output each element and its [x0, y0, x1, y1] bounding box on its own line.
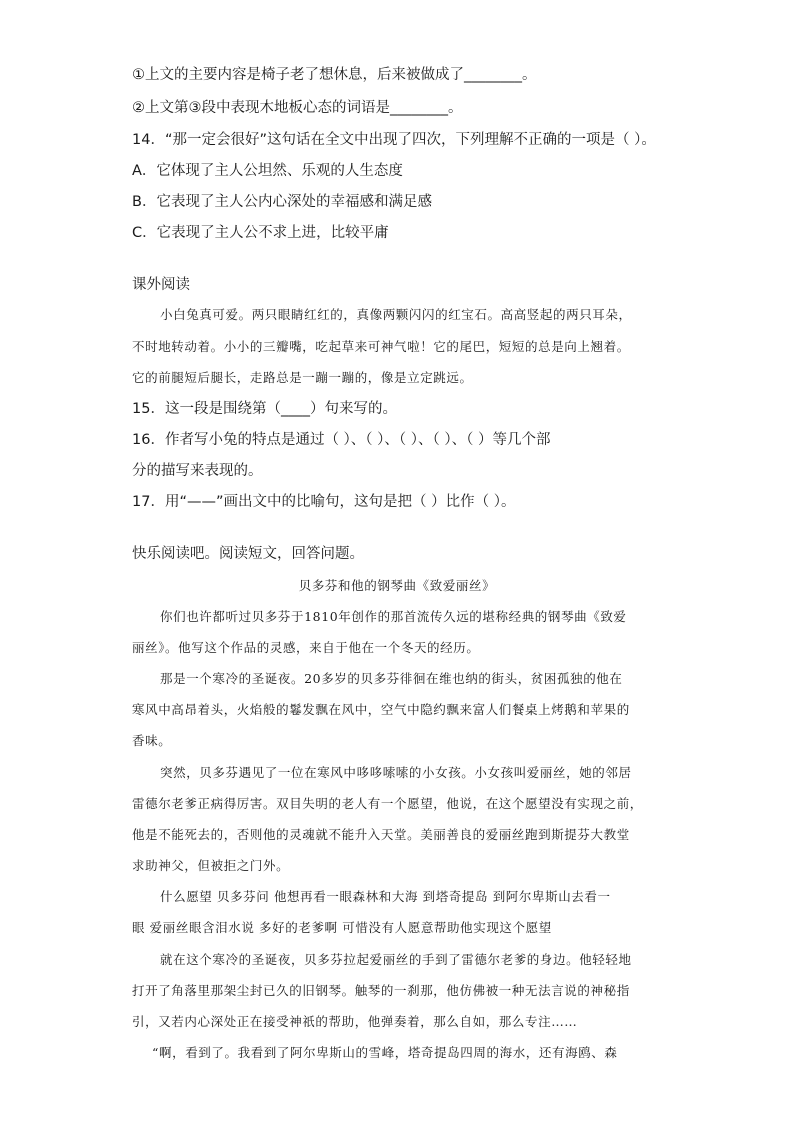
article-line: 求助神父，但被拒之门外。	[132, 858, 290, 873]
passage-paragraph-line: 不时地转动着。小小的三瓣嘴，吃起草来可神气啦！它的尾巴，短短的总是向上翘着。	[132, 339, 630, 354]
question-16-line-2: 分的描写来表现的。	[132, 463, 263, 479]
article-line: 你们也许都听过贝多芬于1810年创作的那首流传久远的堪称经典的钢琴曲《致爱	[160, 609, 627, 624]
article-line: 雷德尔老爹正病得厉害。双目失明的老人有一个愿望，他说，在这个愿望没有实现之前，	[132, 796, 643, 811]
question-14-option-b: B．它表现了主人公内心深处的幸福感和满足感	[132, 194, 432, 210]
article-line: “啊，看到了。我看到了阿尔卑斯山的雪峰，塔奇提岛四周的海水，还有海鸥、森	[152, 1045, 618, 1060]
article-line: 眼 爱丽丝眼含泪水说 多好的老爹啊 可惜没有人愿意帮助他实现这个愿望	[132, 920, 552, 935]
question-15: 15．这一段是围绕第（____）句来写的。	[132, 401, 397, 417]
question-16-line-1: 16．作者写小兔的特点是通过（ ）、（ ）、（ ）、（ ）、（ ）等几个部	[132, 432, 551, 448]
article-line: 香味。	[132, 733, 172, 748]
question-14-option-a: A．它体现了主人公坦然、乐观的人生态度	[132, 163, 403, 179]
article-line: 打开了角落里那架尘封已久的旧钢琴。触琴的一刹那，他仿佛被一种无法言说的神秘指	[132, 983, 630, 998]
article-line: 什么愿望 贝多芬问 他想再看一眼森林和大海 到塔奇提岛 到阿尔卑斯山去看一	[160, 889, 611, 904]
article-line: 引，又若内心深处正在接受神祇的帮助，他弹奏着，那么自如，那么专注……	[132, 1014, 578, 1029]
passage-paragraph-line: 它的前腿短后腿长，走路总是一蹦一蹦的，像是立定跳远。	[132, 370, 473, 385]
article-line: 那是一个寒冷的圣诞夜。20多岁的贝多芬徘徊在维也纳的街头，贫困孤独的他在	[160, 671, 623, 686]
question-13-part-2: ②上文第③段中表现木地板心态的词语是________。	[132, 100, 463, 116]
article-line: 丽丝》。他写这个作品的灵感，来自于他在一个冬天的经历。	[132, 640, 480, 655]
article-line: 寒风中高昂着头，火焰般的鬈发飘在风中，空气中隐约飘来富人们餐桌上烤鹅和苹果的	[132, 702, 630, 717]
question-14-option-c: C．它表现了主人公不求上进，比较平庸	[132, 225, 389, 241]
section-heading-happy-reading: 快乐阅读吧。阅读短文，回答问题。	[132, 546, 364, 562]
question-14: 14．“那一定会很好”这句话在全文中出现了四次，下列理解不正确的一项是（ ）。	[132, 132, 656, 148]
question-17: 17．用“——”画出文中的比喻句，这句是把（ ）比作（ ）。	[132, 494, 516, 510]
article-line: 他是不能死去的，否则他的灵魂就不能升入天堂。美丽善良的爱丽丝跑到斯提芬大教堂	[132, 827, 630, 842]
article-line: 突然，贝多芬遇见了一位在寒风中哆哆嗦嗦的小女孩。小女孩叫爱丽丝，她的邻居	[160, 765, 632, 780]
article-title: 贝多芬和他的钢琴曲《致爱丽丝》	[298, 578, 496, 593]
article-line: 就在这个寒冷的圣诞夜，贝多芬拉起爱丽丝的手到了雷德尔老爹的身边。他轻轻地	[160, 952, 632, 967]
section-heading-extracurricular: 课外阅读	[132, 277, 190, 293]
passage-paragraph-line: 小白兔真可爱。两只眼睛红红的，真像两颗闪闪的红宝石。高高竖起的两只耳朵，	[160, 307, 632, 322]
question-13-part-1: ①上文的主要内容是椅子老了想休息，后来被做成了________。	[132, 67, 537, 83]
